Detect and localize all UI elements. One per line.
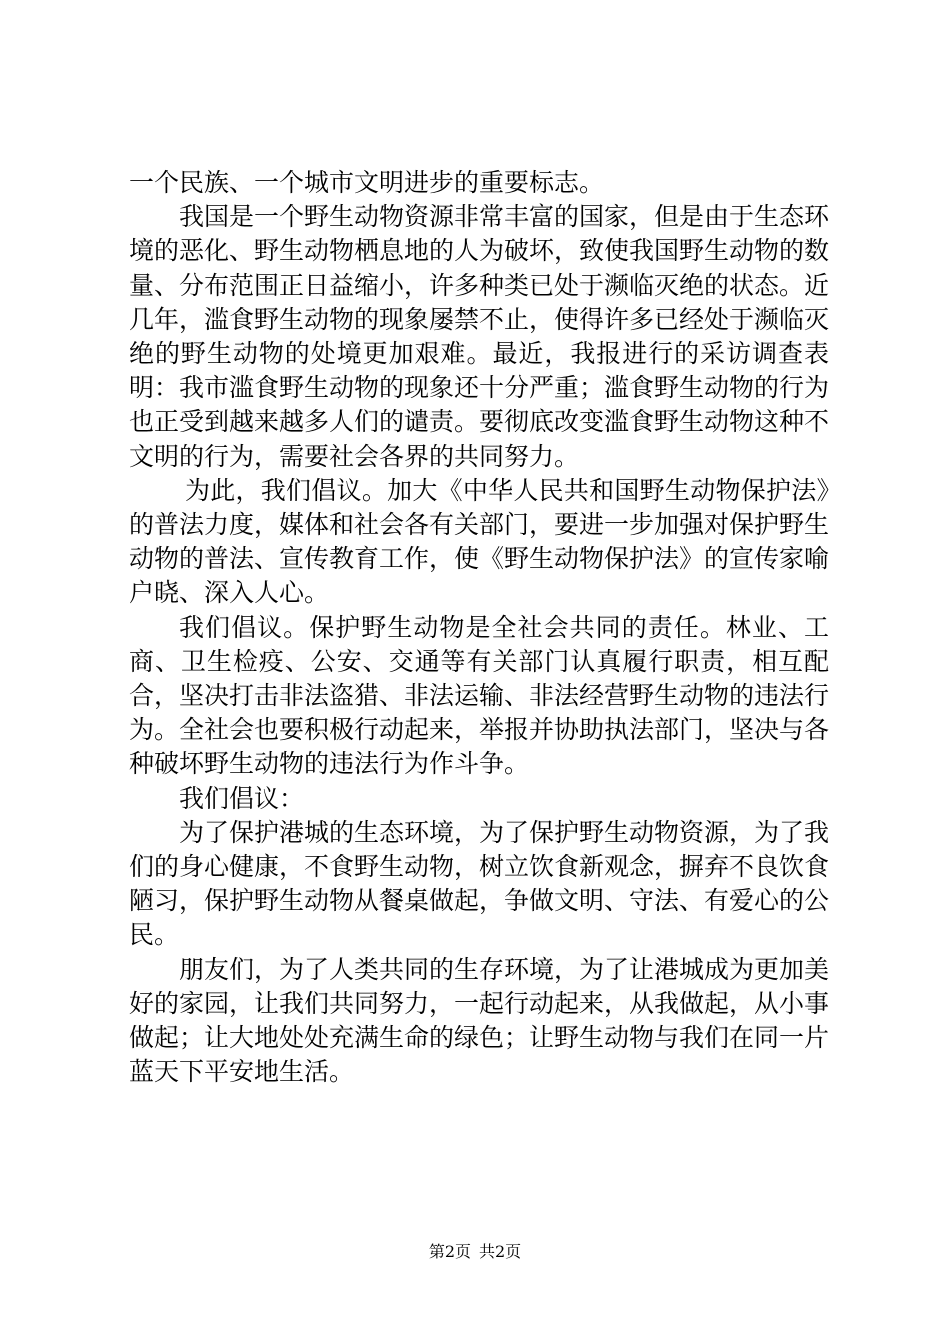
page-number: 第2页 bbox=[428, 1242, 471, 1261]
paragraph-wildlife-situation: 我国是一个野生动物资源非常丰富的国家，但是由于生态环境的恶化、野生动物栖息地的人为破坏，致使我国野生动物的数量、分布范围正日益缩小，许多种类已处于濒临灭绝的状态。近几年，滥食野生动物的现象屡禁不止，使得许多已经处于濒临灭绝的野生动物的处境更加艰难。最近，我报进行的采访调查表明：我市滥食野生动物的现象还十分严重；滥食野生动物的行为也正受到越来越多人们的谴责。要彻底改变滥食野生动物这种不文明的行为，需要社会各界的共同努力。 bbox=[129, 202, 830, 471]
paragraph-proposal-law: 为此，我们倡议。加大《中华人民共和国野生动物保护法》的普法力度，媒体和社会各有关部门，要进一步加强对保护野生动物的普法、宣传教育工作，使《野生动物保护法》的宣传家喻户晓、深入人心。 bbox=[129, 475, 830, 608]
paragraph-proposal-diet: 为了保护港城的生态环境，为了保护野生动物资源，为了我们的身心健康，不食野生动物，树立饮食新观念，摒弃不良饮食陋习，保护野生动物从餐桌做起，争做文明、守法、有爱心的公民。 bbox=[129, 817, 830, 950]
page-footer bbox=[0, 1242, 950, 1262]
paragraph-proposal-responsibility: 我们倡议。保护野生动物是全社会共同的责任。林业、工商、卫生检疫、公安、交通等有关部门认真履行职责，相互配合，坚决打击非法盗猎、非法运输、非法经营野生动物的违法行为。全社会也要积极行动起来，举报并协助执法部门，坚决与各种破坏野生动物的违法行为作斗争。 bbox=[129, 612, 830, 779]
paragraph-continuation: 一个民族、一个城市文明进步的重要标志。 bbox=[129, 168, 605, 197]
document-body bbox=[129, 166, 829, 1089]
page-total: 共2页 bbox=[479, 1242, 522, 1261]
paragraph-proposal-heading: 我们倡议： bbox=[179, 783, 305, 813]
paragraph-closing-call: 朋友们，为了人类共同的生存环境，为了让港城成为更加美好的家园，让我们共同努力，一起行动起来，从我做起，从小事做起；让大地处处充满生命的绿色；让野生动物与我们在同一片蓝天下平安地生活。 bbox=[129, 954, 830, 1087]
